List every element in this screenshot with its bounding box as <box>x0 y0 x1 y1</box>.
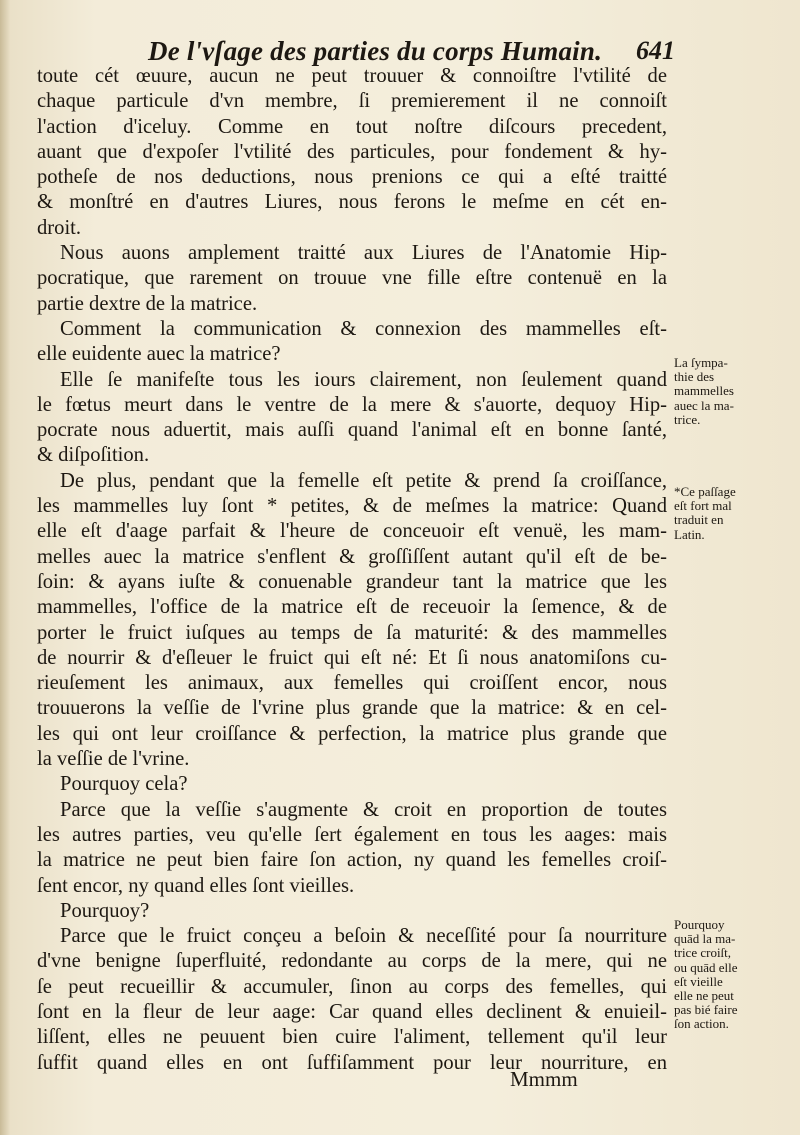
text-line: le fœtus meurt dans le ventre de la mere & s'auorte, dequoy Hip- <box>37 393 667 416</box>
text-line: chaque particule d'vn membre, ſi premierement il ne connoiſt <box>37 90 667 113</box>
text-line: ſuffit quand elles en ont ſuffiſamment pour leur nourriture, en <box>37 1051 667 1074</box>
text-line: ſoin: & ayans iuſte & conuenable grandeur tant la matrice que les <box>37 570 667 593</box>
margin-note-translation: *Ce paſſage eſt fort mal traduit en Latin. <box>674 484 736 542</box>
text-line: Elle ſe manifeſte tous les iours clairement, non ſeulement quand <box>60 368 667 391</box>
text-line: mammelles, l'office de la matrice eſt de receuoir la ſemence, & de <box>37 596 667 619</box>
text-line: Nous auons amplement traitté aux Liures de l'Anatomie Hip- <box>60 242 667 265</box>
text-line: partie dextre de la matrice. <box>37 292 258 315</box>
text-line: Comment la communication & connexion des mammelles eſt- <box>60 317 667 340</box>
page-gutter-shadow <box>0 0 10 1135</box>
margin-note-sympathy: La ſympa- thie des mammelles auec la ma- trice. <box>674 355 734 427</box>
text-line: ſent encor, ny quand elles ſont vieilles. <box>37 874 355 897</box>
text-line: rieuſement les animaux, aux femelles qui croiſſent encor, nous <box>37 672 667 695</box>
text-line: elle euidente auec la matrice? <box>37 343 281 366</box>
text-line: potheſe de nos deductions, nous prenions ce qui a eſté traitté <box>37 166 667 189</box>
margin-note-pourquoy: Pourquoy quād la ma- trice croiſt, ou quād elle eſt vieille elle ne peut pas bié faire ſon action. <box>674 917 738 1032</box>
text-line: trouuerons la veſſie de l'vrine plus grande que la matrice: & en cel- <box>37 697 667 720</box>
text-line: l'action d'iceluy. Comme en tout noſtre diſcours precedent, <box>37 115 667 138</box>
text-line: droit. <box>37 216 82 239</box>
text-line: Parce que le fruict conçeu a beſoin & neceſſité pour ſa nourriture <box>60 925 667 948</box>
text-line: la veſſie de l'vrine. <box>37 748 190 771</box>
text-line: les mammelles luy ſont * petites, & de meſmes la matrice: Quand <box>37 495 667 518</box>
text-line: la matrice ne peut bien faire ſon action, ny quand les femelles croiſ- <box>37 849 667 872</box>
text-line: de nourrir & d'eſleuer le fruict qui eſt né: Et ſi nous anatomiſons cu- <box>37 646 667 669</box>
text-line: ſont en la fleur de leur aage: Car quand elles declinent & enuieil- <box>37 1000 667 1023</box>
text-line: Pourquoy? <box>60 899 150 922</box>
text-line: & diſpoſition. <box>37 444 150 467</box>
text-line: porter le fruict iuſques au temps de ſa maturité: & des mammelles <box>37 621 667 644</box>
text-line: elle eſt d'aage parfait & l'heure de conceuoir eſt venuë, les mam- <box>37 520 667 543</box>
text-line: d'vne benigne ſuperfluité, redondante au corps de la mere, qui ne <box>37 950 667 973</box>
text-line: pocratique, que rarement on trouue vne fille eſtre contenuë en la <box>37 267 667 290</box>
text-line: les qui ont leur croiſſance & perfection, la matrice plus grande que <box>37 722 667 745</box>
text-line: Parce que la veſſie s'augmente & croit en proportion de toutes <box>60 798 667 821</box>
text-line: liſſent, elles ne peuuent bien cuire l'aliment, tellement qu'il leur <box>37 1026 667 1049</box>
text-line: ſe peut recueillir & accumuler, ſinon au corps des femelles, qui <box>37 975 667 998</box>
text-line: Pourquoy cela? <box>60 773 188 796</box>
text-line: De plus, pendant que la femelle eſt petite & prend ſa croiſſance, <box>60 469 667 492</box>
body-text <box>37 64 667 1076</box>
text-line: toute cét œuure, aucun ne peut trouuer & connoiſtre l'vtilité de <box>37 65 667 87</box>
text-line: melles auec la matrice s'enflent & groſſiſſent autant qu'il eſt de be- <box>37 545 667 568</box>
text-line: auant que d'expoſer l'vtilité des particules, pour fondement & hy- <box>37 140 667 163</box>
text-line: les autres parties, veu qu'elle ſert également en tous les aages: mais <box>37 823 667 846</box>
text-line: pocrate nous aduertit, mais auſſi quand l'animal eſt en bonne ſanté, <box>37 419 667 442</box>
text-line: & monſtré en d'autres Liures, nous ferons le meſme en cét en- <box>37 191 667 214</box>
page-number: 641 <box>636 36 675 65</box>
running-title: De l'vſage des parties du corps Humain. <box>148 36 603 66</box>
signature-catchword: Mmmm <box>510 1067 578 1091</box>
